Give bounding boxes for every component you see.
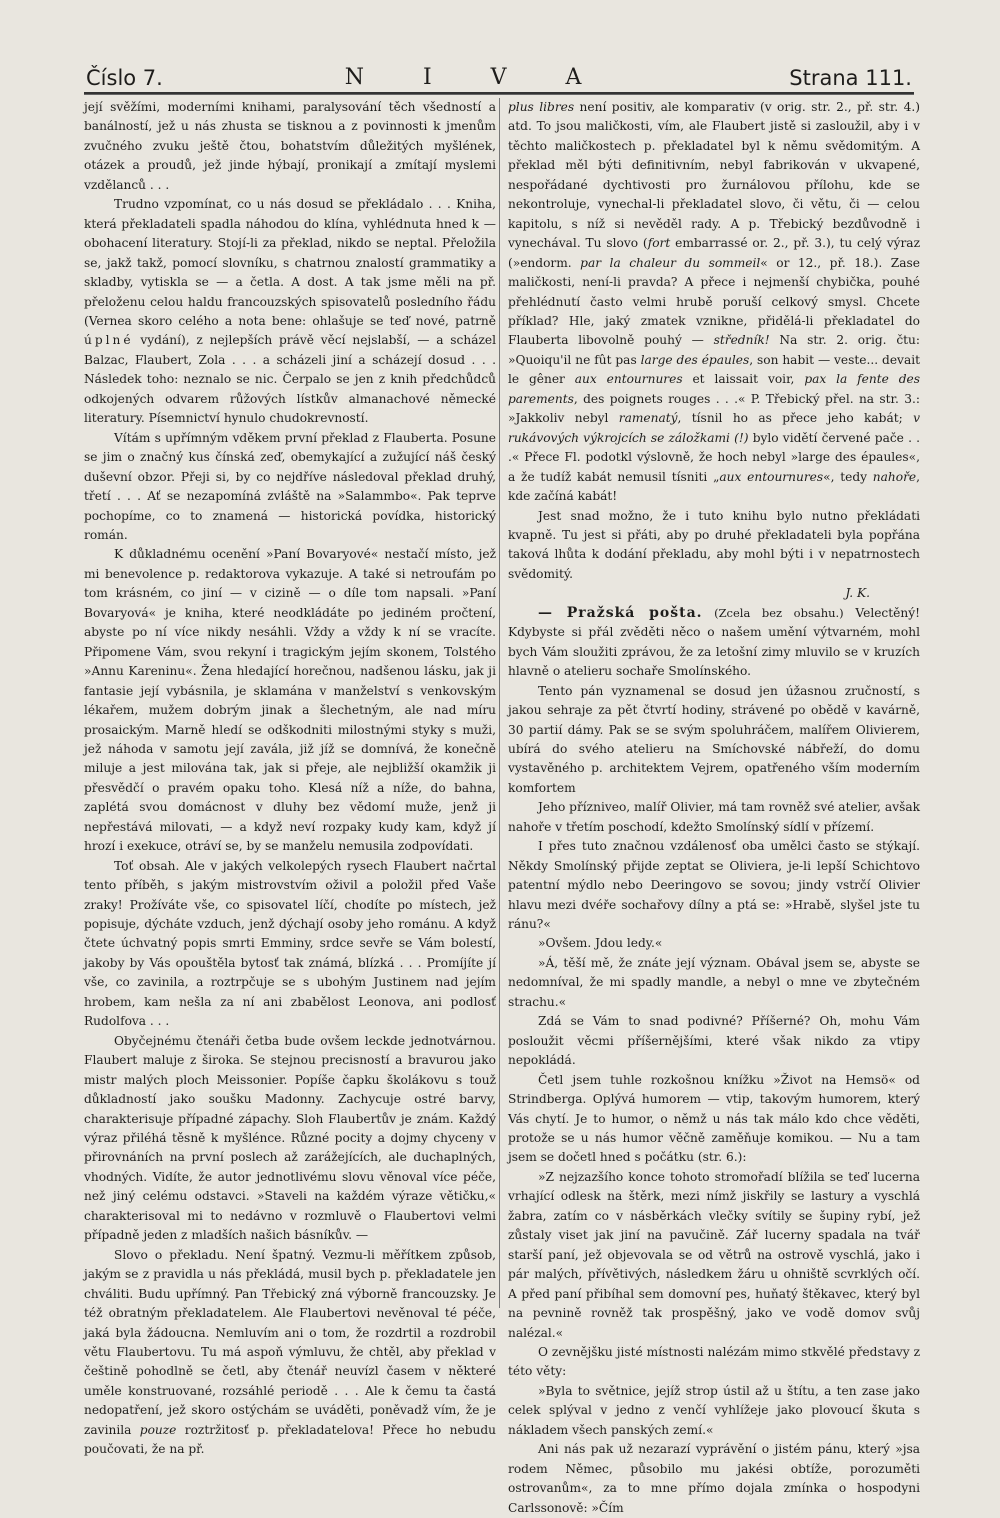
text-run: Na str. 2. orig. čtu: »Quoiqu'il ne fût pas <box>508 333 921 367</box>
column-divider <box>499 98 500 1308</box>
text-run: Jeho přízniveo, malíř Olivier, má tam rovněž své atelier, avšak nahoře v třetím poschodí, kdežto Smolínský sídlí v přízemí. <box>508 800 920 834</box>
paragraph <box>84 857 496 1032</box>
text-run: embarrassé or. 2., př. 3.), tu celý výraz (»endorm. <box>508 236 920 270</box>
text-run: nahoře <box>872 469 917 484</box>
text-run: plus libres <box>508 100 575 114</box>
text-run: pouze <box>139 1422 177 1437</box>
text-run: středník! <box>713 333 770 348</box>
text-run: Vítám s upřímným vděkem první překlad z Flauberta. Posune se jim o značný kus čínská zeď, obemykající a zužující náš český duševní obzor. Přeji si, by co nejdříve následoval překlad druhý, třetí . . . Ať se nezapomíná zvláště na »Salammbo«. Pak teprve pochopíme, co to znamená — historická povídka, historický román. <box>84 430 496 542</box>
left-column <box>84 98 496 1457</box>
text-run: et laissait voir, <box>682 372 805 387</box>
issue-number: Číslo 7. <box>86 66 163 90</box>
paragraph <box>84 98 496 195</box>
paragraph <box>508 954 920 1012</box>
text-run: bylo vidětí červené pače . . .« Přece Fl. podotkl výslovně, že hoch nebyl »large des épaules«, a že tudíž kabát nemusil tísniti „ <box>508 430 920 484</box>
paragraph <box>84 1246 496 1460</box>
text-run: Jest snad možno, že i tuto knihu bylo nutno překládati kvapně. Tu jest si přáti, aby po druhé překladateli byla popřána taková lhůta k dodání překladu, aby mohl býti i v nepatrnostech svědomitý. <box>508 508 920 581</box>
text-run: »Á, těší mě, že znáte její význam. Obával jsem se, abyste se nedomníval, že mi spadly mandle, a nebyl o mne ve zbytečném strachu.« <box>508 955 920 1009</box>
text-run: , des poignets rouges . . .« P. Třebický přel. na str. 3.: »Jakkoliv nebyl <box>508 391 920 426</box>
text-run: vydání), z nejlepších právě věcí nejslabší, — a scházel Balzac, Flaubert, Zola . . . a scházeli jiní a scházejí dosud . . . Následek toho: neznalo se nic. Čerpalo se jen z knih předchůdců odkojených odvarem růžových lístkův almanachové německé literatury. Písemnictví hynulo chudokrevností. <box>84 333 496 426</box>
paragraph <box>508 1168 920 1343</box>
paragraph <box>508 1071 920 1168</box>
text-run: par la chaleur du sommeil <box>580 255 761 270</box>
page-header <box>86 50 912 90</box>
text-run: v rukávových výkrojcích se záložkami (!) <box>508 411 920 445</box>
paragraph <box>84 545 496 856</box>
paragraph <box>508 1343 920 1382</box>
text-run: pax la fente des parements <box>508 372 920 406</box>
text-run: Četl jsem tuhle rozkošnou knížku »Život na Hemsö« od Strindberga. Oplývá humorem — vtip, takovým humorem, který Vás chytí. Je to humor, o němž u nás tak málo kdo chce věděti, protože se u nás humor věčně zaměňuje komikou. — Nu a tam jsem se dočetl hned s počátku (str. 6.): <box>508 1072 920 1165</box>
paragraph <box>84 429 496 546</box>
periodical-title: N I V A <box>344 65 608 90</box>
text-run: «, tedy <box>823 469 873 484</box>
right-column <box>508 98 921 1515</box>
paragraph <box>508 604 920 682</box>
header-rule <box>84 92 914 95</box>
text-run: , son habit — veste... devait le gêner <box>508 352 921 387</box>
text-run: není positiv, ale komparativ (v orig. str. 2., př. str. 4.) atd. To jsou maličkosti, vím, ale Flaubert jistě si zasloužil, aby i v těchto maličkostech p. překladatel byl k němu svědomitým. A překlad měl býti definitivním, nebyl fabrikován v ukvapené, nespořádané dychtivosti pro žurnálovou přílohu, kde se nekontroluje, vynechal-li překladatel slovo, či větu, či — celou kapitolu, s níž si nevěděl rady. A p. Třebický bezdůvodně i vynechával. Tu slovo ( <box>508 100 920 251</box>
text-run: aux entournures <box>574 372 683 387</box>
text-run: « or 12., př. 18.). Zase maličkosti, není-li pravda? A přece i nejmenší chybička, pouhé přehlédnutí často velmi hrubě poruší celkový smysl. Chcete příklad? Hle, jaký zmatek vznikne, přidělá-li překladatel do Flauberta libovolně pouhý — <box>508 255 921 348</box>
text-run: large des épaules <box>640 352 750 367</box>
text-run: »Ovšem. Jdou ledy.« <box>538 936 663 951</box>
text-run: (Zcela bez obsahu.) <box>702 605 844 620</box>
paragraph <box>84 1032 496 1246</box>
text-run: O zevnějšku jisté místnosti nalézám mimo stkvělé představy z této věty: <box>508 1345 920 1379</box>
text-run: Toť obsah. Ale v jakých velkolepých rysech Flaubert načrtal tento příběh, s jakým mistrovstvím oživil a položil před Vaše zraky! Prožíváte vše, co spisovatel líčí, chodíte po místech, jež popisuje, dýcháte vzduch, jenž dýchají osoby jeho románu. A když čtete úchvatný popis smrti Emminy, srdce sevře se Vám bolestí, jakoby by Vás opouštěla bytosť tak známá, blízká . . . Promíjíte jí vše, co zavinila, a roztrpčuje se s ubohým Justinem nad jejím hrobem, kam nešla za ní ani zbabělost Leonova, ani podlosť Rudolfova . . . <box>84 858 496 1029</box>
text-run: Trudno vzpomínat, co u nás dosud se překládalo . . . Kniha, která překladateli spadla náhodou do klína, vyhlédnuta hned k — obohacení literatury. Stojí-li za překlad, nikdo se neptal. Přeložila se, jakž takž, pomocí slovníku, s chatrnou znalostí grammatiky a skladby, vytiskla se — a četla. A dost. A tak jsme měli na př. přeloženu celou haldu francouzských spisovatelů posledního řádu (Vernea skoro celého a nota bene: ohlašuje se teď nové, patrně <box>84 197 496 328</box>
section-heading: — Pražská pošta. <box>538 604 703 621</box>
text-run: »Z nejzazšího konce tohoto stromořadí blížila se teď lucerna vrhající odlesk na štěrk, mezi nímž jiskřily se lastury a vyschlá žabra, zatím co v násběrkách vlečky svítily se šupiny rybí, jež zůstaly viset jak jiní na pavučině. Zář lucerny spadala na tvář starší paní, jež objevovala se od větrů na ostrově vyschlá, jako i pár malých, přívětivých, následkem žáru u ohniště scvrklých očí. A před paní přibíhal sem domovní pes, huňatý štěkavec, který byl na pevnině rovněž tak prospěšný, jako ve vodě domov svůj nalézal.« <box>508 1169 920 1340</box>
paragraph <box>508 837 920 934</box>
text-run: fort <box>647 236 671 251</box>
text-run: úplné <box>84 333 134 348</box>
text-run: její svěžími, moderními knihami, paralysování těch všedností a banálností, jež u nás zhusta se tisknou a z povinnosti k jmenům zvučného zvuku ještě čtou, bohatstvím důležitých myšlének, otázek a proudů, jež jinde hýbají, pronikají a zmítají myslemi vzdělanců . . . <box>84 100 496 192</box>
paragraph <box>508 682 920 799</box>
text-run: aux entournures <box>719 469 824 484</box>
text-run: , kde začíná kabát! <box>508 469 920 504</box>
text-run: J. K. <box>845 586 870 601</box>
text-run: ramenatý <box>618 411 678 426</box>
text-run: »Byla to světnice, jejíž strop ústil až u štítu, a ten zase jako celek splýval v jedno z venčí vyhlížeje jako plovoucí škuta s nákladem všech panských zemí.« <box>508 1383 920 1437</box>
text-run: Obyčejnému čtenáři četba bude ovšem leckde jednotvárnou. Flaubert maluje z široka. Se stejnou precisností a bravurou jako mistr malých ploch Meissonier. Popíše čapku školákovu s touž důkladností jako soušku Madonny. Zachycuje ostré barvy, charakterisuje případné zápachy. Sloh Flaubertův je znám. Každý výraz přiléhá těsně k myšlénce. Různé pocity a dojmy chyceny v přirovnáních na první poslech až zarážejících, ale duchaplných, vhodných. Vidíte, že autor jednotlivému slovu věnoval více péče, než jiný celému odstavci. »Staveli na každém výraze větičku,« charakterisoval mi to nedávno v rozmluvě o Flaubertovi velmi případně jeden z mladších našich básníkův. — <box>84 1033 496 1243</box>
page-number: Strana 111. <box>789 66 912 90</box>
paragraph <box>508 98 920 507</box>
text-run: Ani nás pak už nezarazí vyprávění o jistém pánu, který »jsa rodem Němec, působilo mu jakési obtíže, porozuměti ostrovanům«, za to mne přímo dojala zmínka o hospodyni Carlssonově: »Čím <box>508 1442 920 1515</box>
paragraph <box>508 934 920 953</box>
text-run: roztržitosť p. překladatelova! Přece ho nebudu poučovati, že na př. <box>84 1422 496 1457</box>
text-run: Zdá se Vám to snad podivné? Příšerné? Oh, mohu Vám posloužit věcmi příšernějšími, které však nikdo za vtipy nepokládá. <box>508 1014 920 1068</box>
paragraph <box>508 1440 920 1518</box>
text-run: Slovo o překladu. Není špatný. Vezmu-li měřítkem způsob, jakým se z pravidla u nás překládá, musil bych p. překladatele jen chváliti. Budu upřímný. Pan Třebický zná výborně francouzsky. Je též obratným překladatelem. Ale Flaubertovi nevěnoval té péče, jaká byla žádoucna. Nemluvím ani o tom, že rozdrtil a rozdrobil větu Flaubertovu. Tu má aspoň výmluvu, že chtěl, aby překlad v češtině pohodlně se četl, aby čtenář neuvízl časem v některé uměle konstruované, rozsáhlé periodě . . . Ale k čemu ta častá nedopatření, jež skoro ostýchám se uváděti, poněvadž vím, že je zavinila <box>84 1247 496 1437</box>
text-run: Velectěný! Kdybyste si přál zvěděti něco o našem umění výtvarném, mohl bych Vám sloužiti zprávou, že za letošní zimy mluvilo se v kruzích hlavně o atelieru sochaře Smolínského. <box>508 605 920 679</box>
paragraph <box>508 507 920 585</box>
text-run: K důkladnému ocenění »Paní Bovaryové« nestačí místo, jež mi benevolence p. redaktorova vykazuje. A také si netroufám po tom krásném, co jiní — v cizině — o díle tom napsali. »Paní Bovaryová« je kniha, které neodkládáte po jediném pročtení, abyste po ní více nikdy nesáhli. Vždy a vždy k ní se vracíte. Připomene Vám, svou rekyní i tragickým jejím skonem, Tolstého »Annu Kareninu«. Žena hledající horečnou, nadšenou lásku, jak ji fantasie její vybásnila, je sklamána v manželství s venkovským lékařem, mužem dobrým jinak a šlechetným, ale nad míru prosaickým. Marně hledí se odškodniti milostnými styky s muži, jež náhoda v samotu její zavála, již jíž se domnívá, že konečně miluje a jest milována tak, jak si přeje, ale nejbližší okamžik ji přesvědčí o pravém opaku toho. Klesá níž a níže, do bahna, zaplétá svou domácnost v dluhy bez vědomí muže, jenž ji nepřestává milovati, — a když neví rozpaky kudy kam, když jí hrozí i exekuce, otráví se, by se manželu nemusila zodpovídati. <box>84 547 496 854</box>
paragraph <box>508 1382 920 1440</box>
paragraph <box>508 584 920 603</box>
text-run: , tísnil ho as přece jeho kabát; <box>677 411 914 426</box>
text-run: Tento pán vyznamenal se dosud jen úžasnou zručností, s jakou sehraje za pět čtvrtí hodiny, strávené po obědě v kavárně, 30 partií dámy. Pak se se svým spoluhráčem, malířem Olivierem, ubírá do svého atelieru na Smíchovské nábřeží, do domu vystavěného p. architektem Vejrem, opatřeného vším moderním komfortem <box>508 683 920 795</box>
paragraph <box>508 1012 920 1070</box>
text-run: I přes tuto značnou vzdálenosť oba umělci často se stýkají. Někdy Smolínský přijde zeptat se Oliviera, je-li lepší Schichtovo patentní mýdlo nebo Deeringovo se sovou; jindy vstrčí Olivier hlavu mezi dvéře sochařovy dílny a ptá se: »Hrabě, slyšel jste tu ránu?« <box>508 839 920 932</box>
paragraph <box>508 798 920 837</box>
paragraph <box>84 195 496 428</box>
